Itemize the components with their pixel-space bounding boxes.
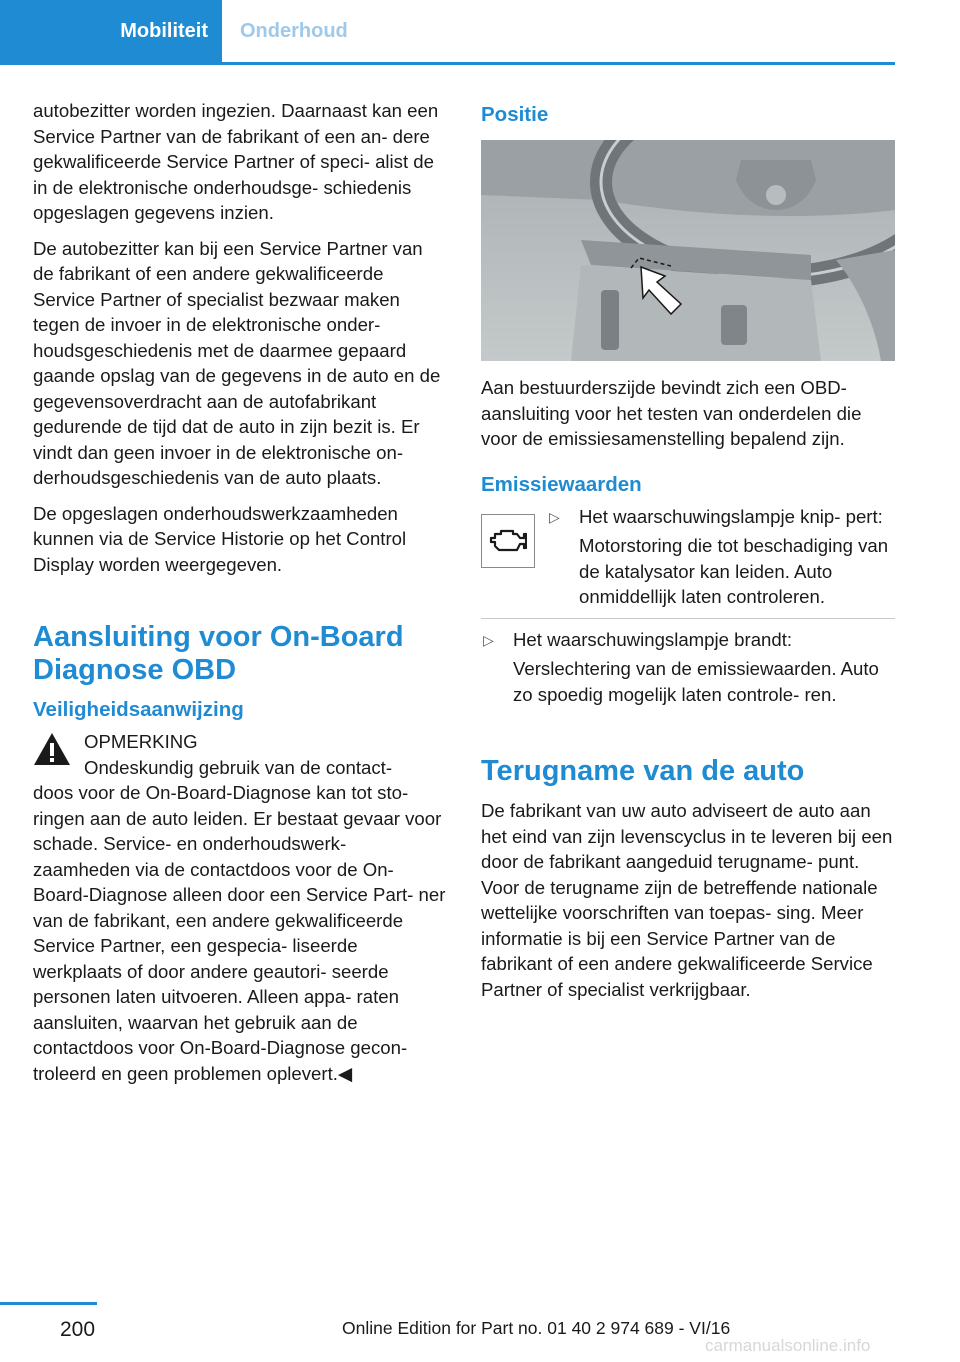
edition-info: Online Edition for Part no. 01 40 2 974 689 - VI/16 [342, 1318, 731, 1338]
bullet-brandt [481, 627, 895, 708]
warning-lead: Ondeskundig gebruik van de contact- [84, 756, 393, 778]
right-column [481, 98, 895, 1012]
divider [481, 618, 895, 619]
footer-accent-line [0, 1302, 97, 1305]
paragraph-terugname: De fabrikant van uw auto adviseert de auto aan het eind van zijn levenscyclus in te leveren bij een door de fabrikant aangeduid terugname- punt. Voor de terugname zijn de betreffende nationale wettelijke voorschriften van toepas- sing. Meer informatie is bij een Service Partner van de fabrikant of een andere gekwalificeerde Service Partner of specialist verkrijgbaar. [481, 800, 893, 1000]
warning-note [33, 729, 448, 780]
paragraph-intro: autobezitter worden ingezien. Daarnaast kan een Service Partner van de fabrikant of een an- dere gekwalificeerde Service Partner of speci- alist de in de elektronische onderhoudsge- schiedenis opgeslagen gegevens inzien. [33, 100, 439, 223]
tab-mobiliteit[interactable]: Mobiliteit [0, 0, 222, 62]
left-column [33, 98, 448, 1096]
bullet-knippert [547, 504, 895, 610]
bullet-brandt-detail: Verslechtering van de emissiewaarden. Auto zo spoedig mogelijk laten controle- ren. [513, 658, 879, 705]
triangle-right-icon: ▷ [483, 631, 494, 648]
bullet-brandt-label: Het waarschuwingslampje brandt: [513, 628, 793, 650]
bullet-knippert-label: Het waarschuwingslampje knip- pert: [579, 505, 883, 527]
obd-location-photo [481, 140, 895, 361]
warning-triangle-icon [33, 732, 71, 766]
heading-positie: Positie [481, 103, 549, 126]
warning-body: doos voor de On-Board-Diagnose kan tot sto- ringen aan de auto leiden. Er bestaat gevaar voor schade. Service- en onderhoudswerk- zaamheden via de contactdoos voor de On- Board-Diagnose alleen door een Service Part- ner van de fabrikant, een andere gekwalificeerde Service Partner, een gespecia- liseerde werkplaats of door andere geautori- seerde personen laten uitvoeren. Alleen appa- raten aansluiten, waarvan het gebruik aan de contactdoos voor On-Board-Diagnose gecon- troleerd en geen problemen oplevert.◀ [33, 782, 446, 1084]
bullet-knippert-detail: Motorstoring die tot beschadiging van de katalysator kan leiden. Auto onmiddellijk laten controleren. [579, 535, 889, 607]
paragraph-objection: De autobezitter kan bij een Service Partner van de fabrikant of een andere gekwalificeerde Service Partner of specialist bezwaar maken tegen de invoer in de elektronische onder- houdsgeschiedenis met de daarmee gepaard gaande opslag van de gegevens in de auto en de gegevensoverdracht aan de autofabrikant gedurende de tijd dat de auto in zijn bezit is. Er vindt dan geen invoer in de elektronische on- derhoudsgeschiedenis van de auto plaats. [33, 237, 441, 488]
paragraph-positie: Aan bestuurderszijde bevindt zich een OBD- aansluiting voor het testen van onderdelen die voor de emissiesamenstelling bepalend zijn. [481, 377, 862, 449]
triangle-right-icon: ▷ [549, 508, 560, 525]
header-tabs [0, 0, 895, 65]
warning-title: OPMERKING [84, 731, 198, 752]
paragraph-service-history: De opgeslagen onderhoudswerkzaamheden kunnen via de Service Historie op het Control Display worden weergegeven. [33, 502, 407, 575]
heading-terugname: Terugname van de auto [481, 755, 805, 787]
heading-emissiewaarden: Emissiewaarden [481, 472, 642, 496]
emission-block [481, 504, 895, 708]
check-engine-indicator [481, 514, 535, 568]
watermark: carmanualsonline.info [705, 1336, 871, 1355]
tab-onderhoud[interactable]: Onderhoud [240, 19, 348, 42]
heading-obd: Aansluiting voor On-Board Diagnose OBD [33, 621, 404, 686]
heading-safety: Veiligheidsaanwijzing [33, 698, 244, 721]
page-number: 200 [60, 1318, 96, 1341]
check-engine-icon [489, 528, 527, 554]
